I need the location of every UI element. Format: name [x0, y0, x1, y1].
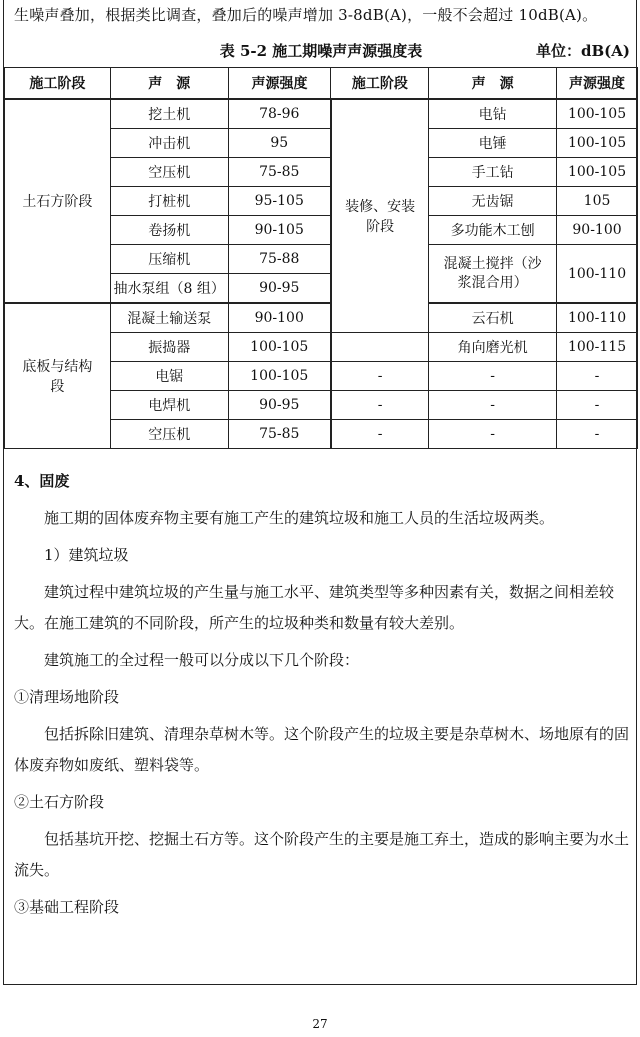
source-cell: 冲击机 [110, 129, 228, 158]
source-cell: 打桩机 [110, 187, 228, 216]
source-cell: 云石机 [429, 303, 557, 333]
dash-cell: - [557, 362, 638, 391]
level-cell: 100-105 [557, 158, 638, 187]
table-caption [4, 38, 638, 62]
source-cell: 电锯 [110, 362, 228, 391]
level-cell: 105 [557, 187, 638, 216]
paragraph: 施工期的固体废弃物主要有施工产生的建筑垃圾和施工人员的生活垃圾两类。 [44, 509, 555, 527]
dash-cell: - [429, 391, 557, 420]
level-cell: 90-95 [228, 274, 331, 304]
source-cell: 挖土机 [110, 99, 228, 129]
table-row [5, 303, 638, 333]
source-cell: 电钻 [429, 99, 557, 129]
level-cell: 75-85 [228, 420, 331, 449]
noise-source-table [4, 67, 638, 449]
subheading: ②土石方阶段 [14, 793, 105, 811]
table-header-row [5, 68, 638, 100]
header-level-1: 声源强度 [228, 68, 331, 100]
dash-cell: - [331, 362, 429, 391]
level-cell: 75-88 [228, 245, 331, 274]
level-cell: 100-105 [228, 362, 331, 391]
subheading: ③基础工程阶段 [14, 898, 120, 916]
source-cell: 压缩机 [110, 245, 228, 274]
level-cell: 95 [228, 129, 331, 158]
level-cell: 100-105 [228, 333, 331, 362]
source-cell [429, 245, 557, 304]
level-cell: 100-110 [557, 303, 638, 333]
level-cell: 95-105 [228, 187, 331, 216]
subheading: ①清理场地阶段 [14, 688, 120, 706]
solid-waste-section [14, 466, 634, 923]
paragraph: 建筑施工的全过程一般可以分成以下几个阶段： [44, 651, 360, 669]
dash-cell: - [429, 362, 557, 391]
level-cell: 100-105 [557, 129, 638, 158]
paragraph: 包括基坑开挖、挖掘土石方等。这个阶段产生的主要是施工弃土，造成的影响主要为水土流失。 [14, 830, 630, 879]
dash-cell: - [331, 420, 429, 449]
source-cell: 角向磨光机 [429, 333, 557, 362]
source-cell: 空压机 [110, 420, 228, 449]
table-unit: 单位：dB(A) [536, 42, 630, 60]
level-cell: 90-105 [228, 216, 331, 245]
stage-earthwork: 土石方阶段 [5, 99, 111, 303]
source-cell: 卷扬机 [110, 216, 228, 245]
level-cell: 90-95 [228, 391, 331, 420]
paragraph: 建筑过程中建筑垃圾的产生量与施工水平、建筑类型等多种因素有关，数据之间相差较大。在施工建筑的不同阶段，所产生的垃圾种类和数量有较大差别。 [14, 583, 615, 632]
header-stage-1: 施工阶段 [5, 68, 111, 100]
table-title: 表 5-2 施工期噪声声源强度表 [219, 42, 423, 60]
source-cell: 抽水泵组（8 组） [110, 274, 228, 304]
level-cell: 75-85 [228, 158, 331, 187]
dash-cell: - [331, 391, 429, 420]
source-cell: 空压机 [110, 158, 228, 187]
stage-structure-label: 底板与结构段 [22, 359, 93, 395]
subheading: 1）建筑垃圾 [44, 546, 129, 564]
dash-cell: - [557, 420, 638, 449]
empty-cell [331, 333, 429, 362]
intro-line: 生噪声叠加，根据类比调查，叠加后的噪声增加 3-8dB(A)，一般不会超过 10dB(A)。 [14, 6, 598, 24]
header-source-1: 声 源 [110, 68, 228, 100]
stage-structure [5, 303, 111, 449]
source-cell: 电锤 [429, 129, 557, 158]
stage-decoration-label: 装修、安装阶段 [345, 199, 416, 235]
source-cell: 混凝土输送泵 [110, 303, 228, 333]
dash-cell: - [429, 420, 557, 449]
source-cell: 多功能木工刨 [429, 216, 557, 245]
level-cell: 100-110 [557, 245, 638, 304]
source-cell: 无齿锯 [429, 187, 557, 216]
page-frame [3, 0, 637, 985]
level-cell: 90-100 [557, 216, 638, 245]
source-cell: 电焊机 [110, 391, 228, 420]
level-cell: 78-96 [228, 99, 331, 129]
source-cell: 振捣器 [110, 333, 228, 362]
header-source-2: 声 源 [429, 68, 557, 100]
level-cell: 100-115 [557, 333, 638, 362]
source-cell-text: 混凝土搅拌（沙浆混合用） [443, 255, 542, 291]
source-cell: 手工钻 [429, 158, 557, 187]
level-cell: 90-100 [228, 303, 331, 333]
header-stage-2: 施工阶段 [331, 68, 429, 100]
page-number: 27 [312, 1017, 328, 1031]
paragraph: 包括拆除旧建筑、清理杂草树木等。这个阶段产生的垃圾主要是杂草树木、场地原有的固体废弃物如废纸、塑料袋等。 [14, 725, 630, 774]
table-row [5, 99, 638, 129]
stage-decoration [331, 99, 429, 333]
dash-cell: - [557, 391, 638, 420]
section-heading: 4、固废 [14, 472, 70, 490]
level-cell: 100-105 [557, 99, 638, 129]
header-level-2: 声源强度 [557, 68, 638, 100]
